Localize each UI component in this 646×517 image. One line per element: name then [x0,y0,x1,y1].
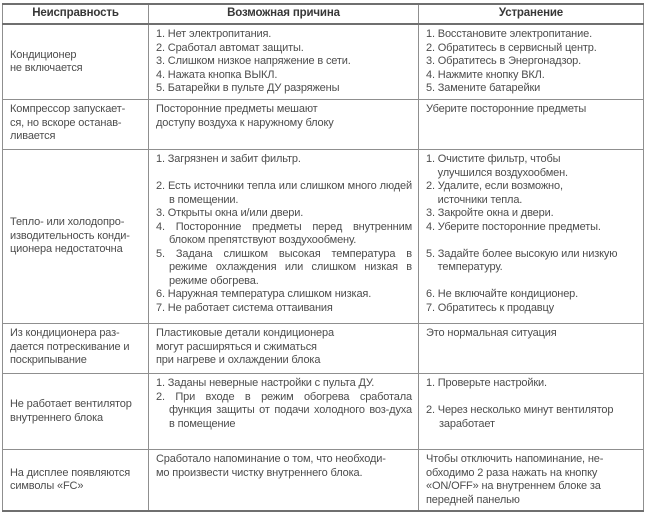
cell-line: 5. Замените батарейки [426,82,541,94]
cell-line: 1. Заданы неверные настройки с пульта ДУ. [156,377,375,389]
remedies-cell [419,100,644,150]
cell-line: Кондиционер [10,48,77,61]
table-row [3,450,644,512]
cell-line: 1. Нет электропитания. [156,28,272,40]
causes-cell [149,324,419,374]
cell-line: не включается [10,62,83,74]
causes-cell [149,450,419,512]
cell-line: Посторонние предметы мешают [156,103,318,115]
cell-line: передней панелью [426,493,520,506]
table-row [3,324,644,374]
remedies-cell [419,374,644,450]
cell-line [426,391,637,405]
cell-line: обходимо 2 раза нажать на кнопку [426,466,598,479]
causes-cell [149,374,419,450]
cell-line: 7. Не работает система оттаивания [156,301,333,314]
cell-line: 5. Задайте более высокую или низкую [426,247,618,260]
cell-line: 4. Посторонние предметы перед внутренним блоком препятствуют воздухообмену. [156,220,412,246]
cell-line: могут расширяться и сжиматься [156,340,317,353]
cell-line: температуру. [426,261,503,273]
cell-line: мо произвести чистку внутреннего блока. [156,466,363,479]
cell-line: 1. Очистите фильтр, чтобы [426,153,561,165]
problem-cell [3,100,149,150]
cell-line: 4. Уберите посторонние предметы. [426,220,601,233]
cell-line: Компрессор запускает- [10,103,126,115]
table-row [3,150,644,324]
cell-line [426,275,637,289]
problem-cell [3,24,149,100]
cell-line: Не работает вентилятор [10,398,132,410]
column-header-remedy: Устранение [419,4,644,24]
cell-line: внутреннего блока [10,411,103,424]
cell-line: 6. Не включайте кондиционер. [426,288,579,300]
table-row [3,100,644,150]
remedies-cell [419,150,644,324]
cell-line: 1. Загрязнен и забит фильтр. [156,153,301,165]
header-row [3,4,644,24]
cell-line: при нагреве и охлаждении блока [156,354,321,366]
remedies-cell [419,450,644,512]
cell-line: 4. Нажата кнопка ВЫКЛ. [156,68,278,81]
cell-line: изводительность конди- [10,229,130,242]
cell-line: 1. Восстановите электропитание. [426,28,592,40]
cell-line: ливается [10,130,56,142]
cell-line: ся, но вскоре останав- [10,116,122,129]
cell-line: улучшился воздухообмен. [426,166,568,179]
cell-line: 3. Закройте окна и двери. [426,207,554,219]
cell-line: «ON/OFF» на внутреннем блоке за [426,480,601,492]
cell-line: 5. Батарейки в пульте ДУ разряжены [156,82,340,94]
cell-line: Из кондиционера раз- [10,327,120,339]
remedies-cell [419,324,644,374]
cell-line: Тепло- или холодопро- [10,216,125,229]
problem-cell [3,324,149,374]
causes-cell [149,100,419,150]
cell-line: дается потрескивание и [10,340,130,353]
problem-cell [3,374,149,450]
cell-line: 2. Сработал автомат защиты. [156,41,304,54]
cell-line: 2. Есть источники тепла или слишком много людей в помещении. [156,180,412,206]
cell-line: Чтобы отключить напоминание, не- [426,453,604,465]
cell-line: Сработало напоминание о том, что необходи- [156,453,386,465]
troubleshooting-table [2,3,644,512]
table-row [3,374,644,450]
causes-cell [149,150,419,324]
cell-line: 4. Нажмите кнопку ВКЛ. [426,68,545,81]
cell-line: 2. Удалите, если возможно, [426,180,563,192]
cell-line: 5. Задана слишком высокая температура в режиме охлаждения или слишком низкая в режиме обогрева. [156,247,412,287]
cell-line: 1. Проверьте настройки. [426,377,547,389]
cell-line: 6. Наружная температура слишком низкая. [156,288,372,300]
cell-line: На дисплее появляются [10,466,131,479]
cell-line: 3. Обратитесь в Энергонадзор. [426,55,582,67]
cell-line: ционера недостаточна [10,243,123,256]
column-header-cause: Возможная причина [149,4,419,24]
cell-line: поскрипывание [10,354,87,366]
cell-line: 7. Обратитесь к продавцу [426,301,554,314]
cell-line: 3. Открыты окна и/или двери. [156,207,304,219]
cell-line: 2. Через несколько минут вентилятор заработает [426,404,614,430]
cell-line: 2. Обратитесь в сервисный центр. [426,41,597,54]
problem-cell [3,450,149,512]
column-header-problem: Неисправность [3,4,149,24]
cell-line: Уберите посторонние предметы [426,103,587,115]
causes-cell [149,24,419,100]
remedies-cell [419,24,644,100]
problem-cell [3,150,149,324]
cell-line: 3. Слишком низкое напряжение в сети. [156,55,351,67]
cell-line: доступу воздуха к наружному блоку [156,116,334,129]
cell-line: 2. При входе в режим обогрева сработала функция защиты от подачи холодного воз-духа в помещение [156,390,412,430]
cell-line [156,167,412,181]
cell-line: источники тепла. [426,193,523,206]
table-row [3,24,644,100]
cell-line: символы «FC» [10,480,84,492]
cell-line: Это нормальная ситуация [426,327,557,339]
cell-line: Пластиковые детали кондиционера [156,327,334,339]
cell-line [426,234,637,248]
